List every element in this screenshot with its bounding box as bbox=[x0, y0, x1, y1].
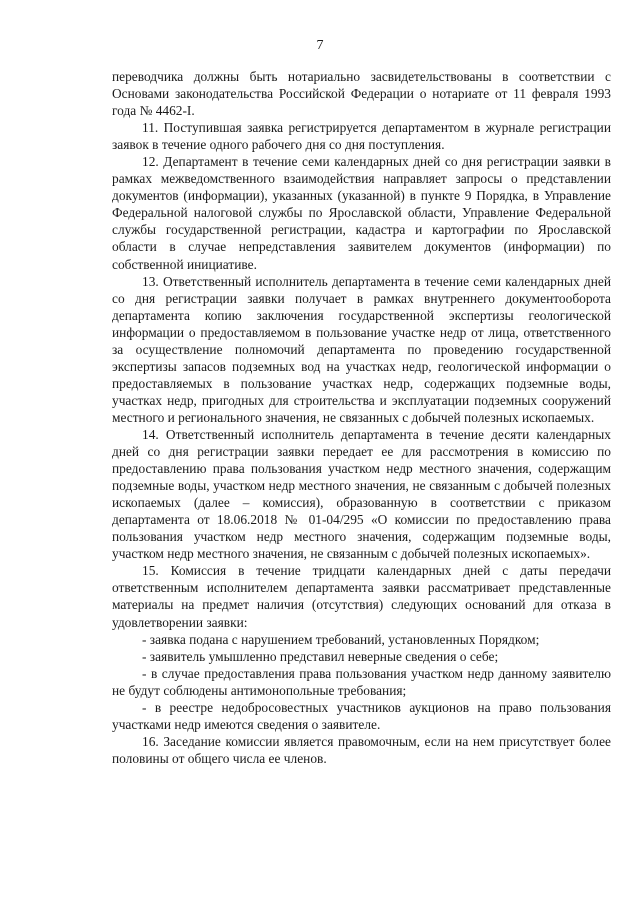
paragraph-11: 11. Поступившая заявка регистрируется департаментом в журнале регистрации заявок в течение одного рабочего дня со дня поступления. bbox=[112, 120, 611, 153]
list-item-refusal-2: - заявитель умышленно представил неверные сведения о себе; bbox=[142, 648, 499, 664]
paragraph-13: 13. Ответственный исполнитель департамента в течение семи календарных дней со дня регистрации заявки получает в рамках внутреннего документооборота департамента копию заключения государственной экспертизы геологической информации о предоставляемом в пользование участке недр от лица, ответственного за осуществление полномочий департамента по проведению государственной экспертизы запасов подземных вод на участках недр, геологической информации о предоставляемых в пользование участках недр, содержащих подземные воды, участках недр, пригодных для строительства и эксплуатации подземных сооружений местного и регионального значения, не связанных с добычей полезных ископаемых. bbox=[112, 273, 611, 425]
paragraph-12: 12. Департамент в течение семи календарных дней со дня регистрации заявки в рамках межведомственного взаимодействия направляет запросы о представлении документов (информации), указанных (указанной) в пункте 9 Порядка, в Управление Федеральной налоговой службы по Ярославской области, Управление Федеральной службы государственной регистрации, кадастра и картографии по Ярославской области в случае непредставления заявителем документов (информации) по собственной инициативе. bbox=[112, 154, 611, 272]
paragraph-continuation: переводчика должны быть нотариально засвидетельствованы в соответствии с Основами законодательства Российской Федерации о нотариате от 11 февраля 1993 года № 4462-I. bbox=[112, 69, 611, 119]
list-item-refusal-1: - заявка подана с нарушением требований, установленных Порядком; bbox=[142, 631, 540, 647]
list-item-refusal-3: - в случае предоставления права пользования участком недр данному заявителю не будут соблюдены антимонопольные требования; bbox=[112, 665, 611, 698]
page-number: 7 bbox=[316, 38, 324, 53]
paragraph-16: 16. Заседание комиссии является правомочным, если на нем присутствует более половины от общего числа ее членов. bbox=[112, 733, 611, 766]
paragraph-15: 15. Комиссия в течение тридцати календарных дней с даты передачи ответственным исполнителем департамента заявки рассматривает представленные материалы на предмет наличия (отсутствия) следующих оснований для отказа в удовлетворении заявки: bbox=[112, 563, 611, 630]
document-body bbox=[112, 68, 611, 767]
paragraph-14: 14. Ответственный исполнитель департамента в течение десяти календарных дней со дня регистрации заявки передает ее для рассмотрения в комиссию по предоставлению права пользования участком недр местного значения, содержащим подземные воды, участком недр местного значения, не связанным с добычей полезных ископаемых (далее – комиссия), образованную в соответствии с приказом департамента от 18.06.2018 № 01-04/295 «О комиссии по предоставлению права пользования участком недр местного значения, содержащим подземные воды, участком недр местного значения, не связанным с добычей полезных ископаемых». bbox=[112, 426, 611, 562]
list-item-refusal-4: - в реестре недобросовестных участников аукционов на право пользования участками недр имеются сведения о заявителе. bbox=[112, 699, 611, 732]
